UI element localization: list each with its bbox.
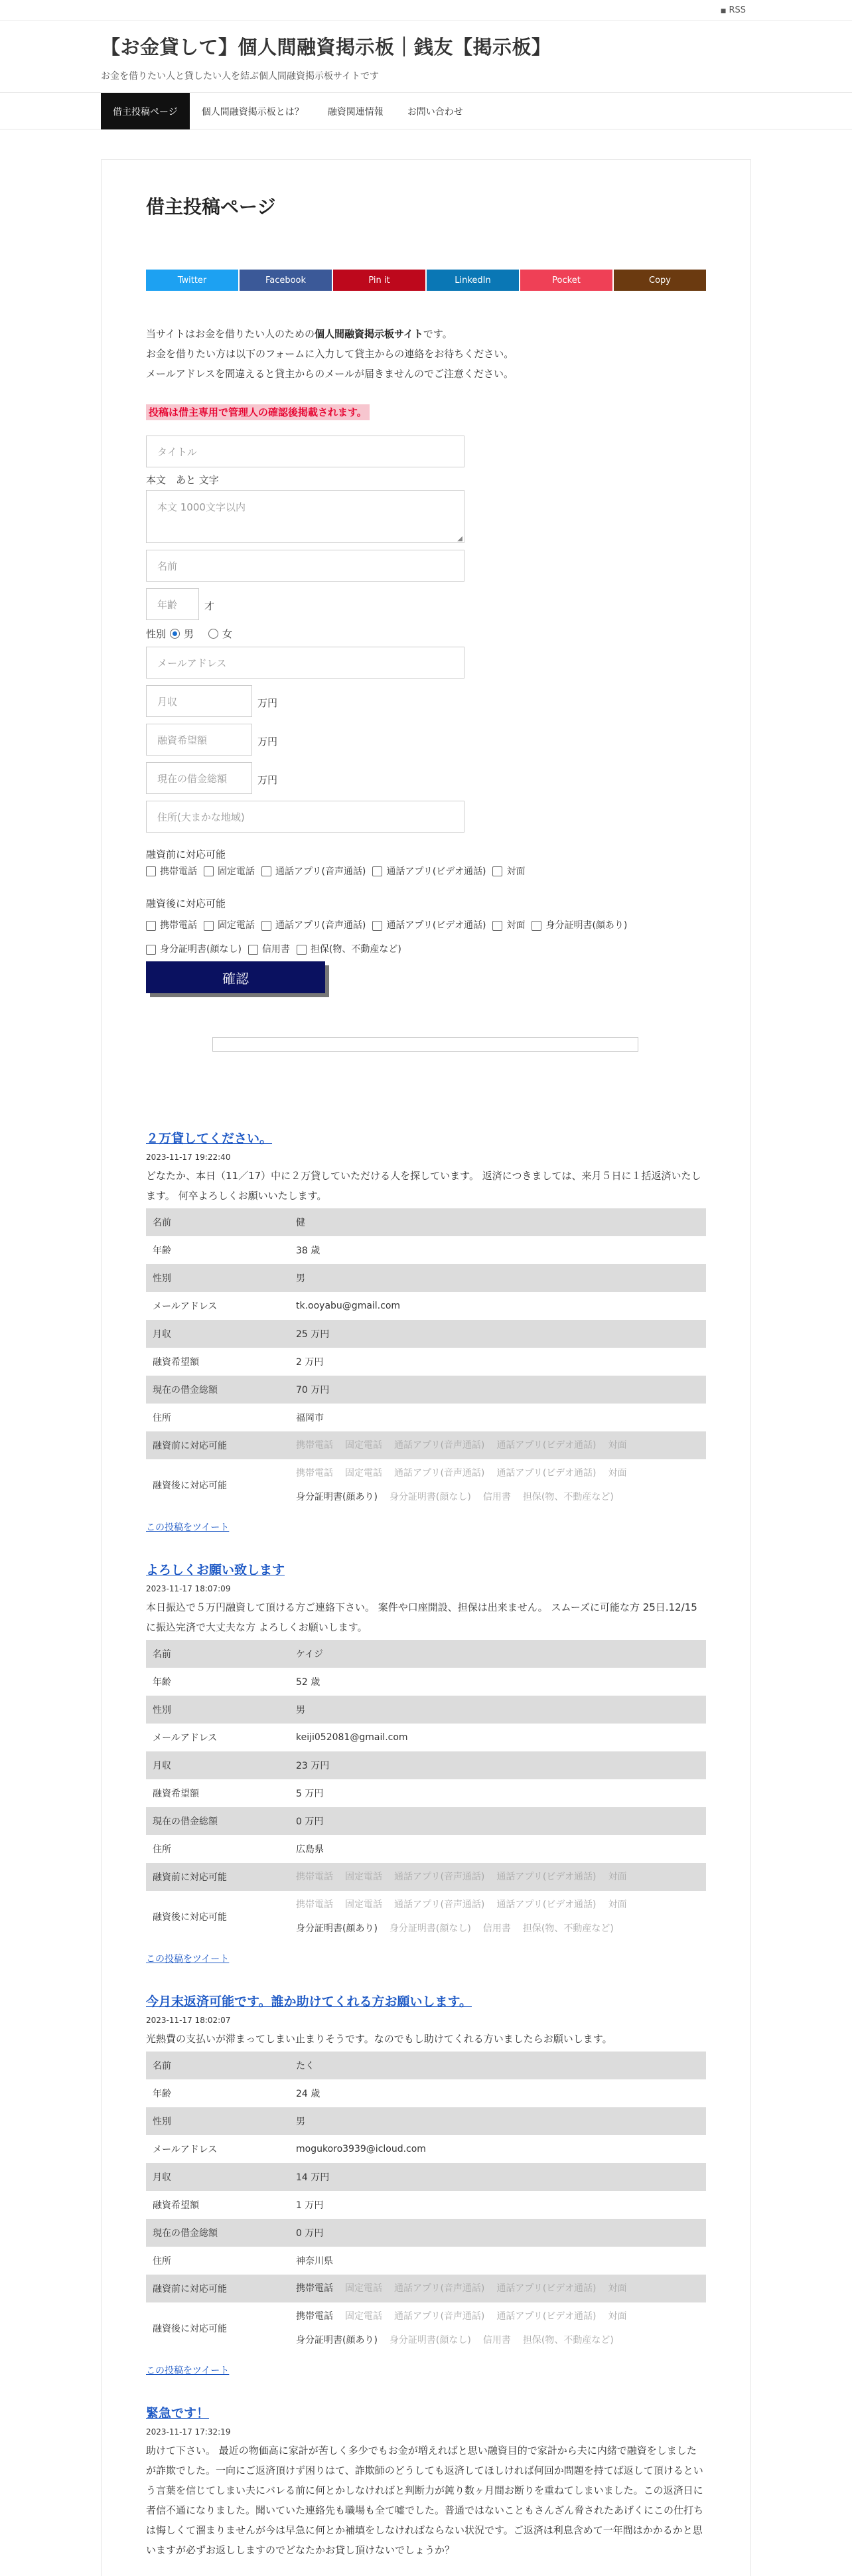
row-label: 性別	[146, 2107, 289, 2135]
table-row	[146, 2302, 706, 2354]
post-date: 2023-11-17 18:02:07	[146, 2016, 231, 2025]
contact-option: 携帯電話	[296, 1872, 333, 1882]
row-value: 70 万円	[289, 1376, 706, 1404]
contact-option: 通話アプリ(ビデオ通話)	[496, 1899, 597, 1910]
checkbox[interactable]	[261, 866, 271, 876]
loan-placeholder: 融資希望額	[157, 734, 208, 746]
contact-option: 信用書	[482, 1923, 511, 1934]
contact-option: 身分証明書(顔あり)	[296, 2335, 378, 2346]
after-option[interactable]	[492, 914, 525, 937]
rss-icon: ■	[720, 8, 727, 15]
contact-option: 通話アプリ(音声通話)	[394, 1440, 485, 1451]
loan-amount-input[interactable]	[146, 724, 252, 756]
table-row	[146, 1431, 706, 1459]
after-option[interactable]	[532, 914, 627, 937]
option-label: 信用書	[261, 944, 290, 955]
nav-item-borrower-post[interactable]: 借主投稿ページ	[101, 93, 190, 129]
banner-image-placeholder[interactable]	[212, 1037, 638, 1052]
row-label: 融資後に対応可能	[146, 1891, 289, 1943]
post-body: どなたか、本日（11／17）中に２万貸していただける人を探しています。 返済につきましては、来月５日に１括返済いたします。 何卒よろしくお願いいたします。	[146, 1170, 701, 1202]
option-label: 固定電話	[218, 920, 255, 931]
contact-option: 信用書	[482, 1492, 511, 1502]
female-label: 女	[222, 628, 233, 640]
contact-option: 携帯電話	[296, 1468, 333, 1479]
nav-item-about[interactable]: 個人間融資掲示板とは？	[201, 106, 304, 118]
after-loan-options	[146, 914, 710, 961]
option-label: 通話アプリ(ビデオ通話)	[386, 866, 486, 877]
row-label: 融資前に対応可能	[146, 1431, 289, 1459]
post-title[interactable]: 今月末返済可能です。誰か助けてくれる方お願いします。	[146, 1994, 472, 2009]
tweet-post-link[interactable]: この投稿をツイート	[146, 1522, 230, 1533]
post-title[interactable]: 緊急です！	[146, 2406, 210, 2421]
before-contact-options	[296, 1431, 699, 1459]
contact-option: 通話アプリ(音声通話)	[394, 2311, 485, 2322]
contact-option: 通話アプリ(ビデオ通話)	[496, 2311, 597, 2322]
address-placeholder: 住所(大まかな地域)	[157, 811, 245, 823]
contact-option: 固定電話	[345, 1872, 382, 1882]
resize-handle-icon[interactable]: ◢	[457, 535, 462, 542]
after-loan-label: 融資後に対応可能	[146, 898, 226, 910]
row-label: 住所	[146, 1835, 289, 1863]
checkbox[interactable]	[492, 921, 502, 931]
after-contact-options-1	[296, 2302, 699, 2330]
row-value: 1 万円	[289, 2191, 706, 2219]
female-radio[interactable]	[208, 629, 218, 639]
row-value: 男	[289, 2107, 706, 2135]
table-row	[146, 2163, 706, 2191]
row-label: メールアドレス	[146, 1724, 289, 1751]
before-option[interactable]	[146, 864, 197, 878]
post-date: 2023-11-17 18:07:09	[146, 1584, 231, 1593]
row-value: 0 万円	[289, 1807, 706, 1835]
facebook-share-button[interactable]: Facebook	[240, 270, 332, 291]
checkbox[interactable]	[372, 866, 382, 876]
checkbox[interactable]	[248, 945, 258, 955]
before-loan-options	[146, 864, 710, 878]
contact-option: 通話アプリ(ビデオ通話)	[496, 2283, 597, 2294]
row-label: 性別	[146, 1696, 289, 1724]
row-value: 52 歳	[289, 1668, 706, 1696]
site-header	[0, 21, 852, 92]
contact-option: 通話アプリ(音声通話)	[394, 1468, 485, 1479]
checkbox[interactable]	[204, 866, 214, 876]
email-input[interactable]	[146, 647, 464, 679]
row-value: tk.ooyabu@gmail.com	[289, 1292, 706, 1320]
post-date: 2023-11-17 17:32:19	[146, 2427, 231, 2437]
row-label: メールアドレス	[146, 1292, 289, 1320]
option-label: 固定電話	[218, 866, 255, 877]
notice	[146, 405, 706, 419]
after-option[interactable]	[146, 914, 197, 937]
row-value: 広島県	[289, 1835, 706, 1863]
contact-option: 固定電話	[345, 2283, 382, 2294]
after-option[interactable]	[261, 914, 366, 937]
share-buttons	[146, 270, 706, 291]
before-option[interactable]	[492, 864, 525, 878]
contact-option: 対面	[608, 1468, 627, 1479]
after-option[interactable]	[146, 937, 242, 961]
table-row	[146, 1779, 706, 1807]
gender-row	[146, 627, 232, 641]
contact-option: 固定電話	[345, 1440, 382, 1451]
contact-option: 対面	[608, 1440, 627, 1451]
income-placeholder: 月収	[157, 695, 178, 708]
contact-option: 担保(物、不動産など)	[522, 1492, 614, 1502]
intro-text	[146, 324, 706, 384]
contact-option: 携帯電話	[296, 2311, 333, 2322]
row-label: 現在の借金総額	[146, 1376, 289, 1404]
row-value: ケイジ	[289, 1640, 706, 1668]
table-row	[146, 1236, 706, 1264]
before-loan-label: 融資前に対応可能	[146, 848, 226, 860]
row-label: メールアドレス	[146, 2135, 289, 2163]
male-radio[interactable]	[170, 629, 180, 639]
debt-placeholder: 現在の借金総額	[157, 772, 228, 785]
row-value: 男	[289, 1696, 706, 1724]
title-input[interactable]	[146, 436, 464, 467]
post-body: 本日振込で５万円融資して頂ける方ご連絡下さい。 案件や口座開設、担保は出来ません。 スムーズに可能な方 25日.12/15に振込完済で大丈夫な方 よろしくお願いします。	[146, 1601, 697, 1633]
contact-option: 身分証明書(顔なし)	[389, 1492, 471, 1502]
option-label: 身分証明書(顔なし)	[160, 944, 242, 955]
debt-input[interactable]	[146, 762, 252, 794]
row-label: 名前	[146, 1640, 289, 1668]
row-value: 14 万円	[289, 2163, 706, 2191]
row-label: 月収	[146, 1751, 289, 1779]
post-details-table	[146, 2052, 706, 2354]
male-label: 男	[184, 628, 194, 640]
row-label: 月収	[146, 1320, 289, 1348]
post-body: 助けて下さい。 最近の物価高に家計が苦しく多少でもお金が増えればと思い融資目的で家計から夫に内緒で融資をしましたが詐欺でした。一向にご返済頂けず困りはて、詐欺師のどうしても返済してほしければ何回か問題を持てば返して頂けるという言葉を信じてしまい夫にバレる前に何とかしなければと判断力が鈍り数ヶ月間お断りを重ねてしまいました。この返済日に者信不通になりました。聞いていた連絡先も職場も全て嘘でした。普通ではないこともさんざん脅されたあげくにこの仕打ちは悔しくて溜まりませんが今は早急に何とか補填をしなければならない状況です。ご返済は利息含めて一年間はかかるかと思いますが必ずお返ししますのでどなたかお貸し頂けないでしょうか？	[146, 2445, 704, 2556]
row-label: 融資希望額	[146, 2191, 289, 2219]
table-row	[146, 2135, 706, 2163]
row-value: 25 万円	[289, 1320, 706, 1348]
table-row	[146, 1292, 706, 1320]
table-row	[146, 1348, 706, 1376]
table-row	[146, 1459, 706, 1511]
contact-option: 固定電話	[345, 2311, 382, 2322]
row-value: 5 万円	[289, 1779, 706, 1807]
checkbox[interactable]	[204, 921, 214, 931]
table-row	[146, 2107, 706, 2135]
table-row	[146, 2191, 706, 2219]
contact-option: 通話アプリ(ビデオ通話)	[496, 1440, 597, 1451]
contact-option: 固定電話	[345, 1899, 382, 1910]
before-option[interactable]	[204, 864, 255, 878]
post-body: 光熱費の支払いが滞まってしまい止まりそうです。なのでもし助けてくれる方いましたらお願いします。	[146, 2033, 612, 2045]
contact-option: 対面	[608, 1899, 627, 1910]
name-input[interactable]	[146, 550, 464, 582]
income-unit: 万円	[257, 697, 278, 709]
table-row	[146, 1208, 706, 1236]
option-label: 携帯電話	[160, 920, 197, 931]
row-label: 融資後に対応可能	[146, 1459, 289, 1511]
row-value: keiji052081@gmail.com	[289, 1724, 706, 1751]
twitter-share-button[interactable]: Twitter	[146, 270, 238, 291]
contact-option: 通話アプリ(音声通話)	[394, 2283, 485, 2294]
top-bar	[0, 0, 852, 21]
tweet-post-link[interactable]: この投稿をツイート	[146, 2366, 230, 2376]
row-label: 月収	[146, 2163, 289, 2191]
table-row	[146, 2079, 706, 2107]
row-value: 健	[289, 1208, 706, 1236]
contact-option: 対面	[608, 2311, 627, 2322]
post-title[interactable]: よろしくお願い致します	[146, 1563, 285, 1577]
address-input[interactable]	[146, 801, 464, 833]
option-label: 担保(物、不動産など)	[310, 944, 401, 955]
contact-option: 通話アプリ(ビデオ通話)	[496, 1468, 597, 1479]
row-value: たく	[289, 2052, 706, 2079]
before-contact-options	[296, 2275, 699, 2302]
post-date: 2023-11-17 19:22:40	[146, 1153, 231, 1162]
nav-item-contact[interactable]: お問い合わせ	[407, 106, 463, 118]
site-description: お金を借りたい人と貸したい人を結ぶ個人間融資掲示板サイトです	[101, 71, 380, 82]
row-label: 現在の借金総額	[146, 2219, 289, 2247]
row-value: 神奈川県	[289, 2247, 706, 2275]
contact-option: 身分証明書(顔なし)	[389, 2335, 471, 2346]
contact-option: 身分証明書(顔あり)	[296, 1492, 378, 1502]
post-title[interactable]: ２万貸してください。	[146, 1131, 273, 1146]
contact-option: 固定電話	[345, 1468, 382, 1479]
email-placeholder: メールアドレス	[157, 657, 227, 669]
contact-option: 対面	[608, 2283, 627, 2294]
confirm-button[interactable]: 確認	[146, 961, 325, 993]
row-value: 福岡市	[289, 1404, 706, 1431]
gender-label: 性別	[146, 628, 167, 640]
contact-option: 通話アプリ(ビデオ通話)	[496, 1872, 597, 1882]
row-label: 年齢	[146, 1236, 289, 1264]
before-option[interactable]	[372, 864, 486, 878]
page-title: 借主投稿ページ	[146, 196, 276, 218]
after-option[interactable]	[372, 914, 486, 937]
age-placeholder: 年齢	[157, 598, 178, 611]
table-row	[146, 2275, 706, 2302]
table-row	[146, 2052, 706, 2079]
row-label: 住所	[146, 2247, 289, 2275]
age-input[interactable]	[146, 588, 199, 620]
table-row	[146, 1696, 706, 1724]
after-contact-options-1	[296, 1891, 699, 1919]
row-label: 名前	[146, 1208, 289, 1236]
contact-option: 通話アプリ(音声通話)	[394, 1872, 485, 1882]
contact-option: 身分証明書(顔なし)	[389, 1923, 471, 1934]
table-row	[146, 1376, 706, 1404]
pocket-share-button[interactable]: Pocket	[520, 270, 612, 291]
title-placeholder: タイトル	[157, 445, 197, 458]
option-label: 対面	[506, 920, 526, 931]
table-row	[146, 1404, 706, 1431]
tweet-post-link[interactable]: この投稿をツイート	[146, 1954, 230, 1965]
row-label: 融資前に対応可能	[146, 2275, 289, 2302]
row-value: 24 歳	[289, 2079, 706, 2107]
before-option[interactable]	[261, 864, 366, 878]
pinterest-share-button[interactable]: Pin it	[333, 270, 425, 291]
table-row	[146, 1891, 706, 1943]
table-row	[146, 1751, 706, 1779]
contact-option: 対面	[608, 1872, 627, 1882]
checkbox[interactable]	[261, 921, 271, 931]
row-value: mogukoro3939@icloud.com	[289, 2135, 706, 2163]
contact-option: 担保(物、不動産など)	[522, 2335, 614, 2346]
contact-option: 携帯電話	[296, 1899, 333, 1910]
checkbox[interactable]	[146, 921, 156, 931]
loan-unit: 万円	[257, 736, 278, 748]
row-label: 融資希望額	[146, 1779, 289, 1807]
contact-option: 携帯電話	[296, 1440, 333, 1451]
row-label: 性別	[146, 1264, 289, 1292]
table-row	[146, 2247, 706, 2275]
post-details-table	[146, 1208, 706, 1511]
body-counter-label: 本文 あと 文字	[146, 474, 219, 486]
row-label: 住所	[146, 1404, 289, 1431]
row-label: 年齢	[146, 1668, 289, 1696]
table-row	[146, 1320, 706, 1348]
after-contact-options-1	[296, 1459, 699, 1487]
notice-text: 投稿は借主専用で管理人の確認後掲載されます。	[146, 404, 370, 420]
intro-line3: メールアドレスを間違えると貸主からのメールが届きませんのでご注意ください。	[146, 368, 514, 380]
option-label: 携帯電話	[160, 866, 197, 877]
name-placeholder: 名前	[157, 560, 178, 572]
contact-option: 通話アプリ(音声通話)	[394, 1899, 485, 1910]
row-label: 年齢	[146, 2079, 289, 2107]
contact-option: 担保(物、不動産など)	[522, 1923, 614, 1934]
table-row	[146, 1863, 706, 1891]
copy-link-button[interactable]: Copy	[614, 270, 706, 291]
option-label: 通話アプリ(音声通話)	[275, 866, 366, 877]
row-label: 名前	[146, 2052, 289, 2079]
option-label: 通話アプリ(ビデオ通話)	[386, 920, 486, 931]
checkbox[interactable]	[297, 945, 307, 955]
after-contact-options-2	[296, 1487, 699, 1511]
linkedin-share-button[interactable]: LinkedIn	[427, 270, 519, 291]
body-textarea[interactable]	[146, 490, 464, 543]
rss-link[interactable]	[721, 5, 746, 15]
rss-label: RSS	[729, 5, 746, 15]
checkbox[interactable]	[146, 945, 156, 955]
site-title[interactable]: 【お金貸して】個人間融資掲示板｜銭友【掲示板】	[101, 36, 551, 58]
after-contact-options-2	[296, 1919, 699, 1943]
table-row	[146, 1835, 706, 1863]
debt-unit: 万円	[257, 774, 278, 786]
table-row	[146, 1640, 706, 1668]
after-option[interactable]	[297, 937, 401, 961]
row-value: 23 万円	[289, 1751, 706, 1779]
after-contact-options-2	[296, 2330, 699, 2354]
intro-line1-pre: 当サイトはお金を借りたい人のための	[146, 328, 315, 340]
option-label: 身分証明書(顔あり)	[545, 920, 628, 931]
body-placeholder: 本文 1000文字以内	[157, 501, 246, 513]
post-details-table	[146, 1640, 706, 1943]
intro-line1-bold: 個人間融資掲示板サイト	[314, 328, 423, 340]
checkbox[interactable]	[532, 921, 541, 931]
table-row	[146, 1807, 706, 1835]
row-label: 融資後に対応可能	[146, 2302, 289, 2354]
before-contact-options	[296, 1863, 699, 1891]
contact-option: 信用書	[482, 2335, 511, 2346]
checkbox[interactable]	[146, 866, 156, 876]
nav-item-loan-info[interactable]: 融資関連情報	[327, 106, 384, 118]
after-option[interactable]	[204, 914, 255, 937]
income-input[interactable]	[146, 685, 252, 717]
row-value: 38 歳	[289, 1236, 706, 1264]
contact-option: 携帯電話	[296, 2283, 333, 2294]
contact-option: 身分証明書(顔あり)	[296, 1923, 378, 1934]
row-value: 2 万円	[289, 1348, 706, 1376]
row-value: 0 万円	[289, 2219, 706, 2247]
age-unit: 才	[204, 600, 215, 612]
row-value: 男	[289, 1264, 706, 1292]
checkbox[interactable]	[492, 866, 502, 876]
table-row	[146, 1264, 706, 1292]
option-label: 対面	[506, 866, 526, 877]
row-label: 融資前に対応可能	[146, 1863, 289, 1891]
table-row	[146, 2219, 706, 2247]
table-row	[146, 1668, 706, 1696]
checkbox[interactable]	[372, 921, 382, 931]
after-option[interactable]	[248, 937, 290, 961]
table-row	[146, 1724, 706, 1751]
row-label: 現在の借金総額	[146, 1807, 289, 1835]
option-label: 通話アプリ(音声通話)	[275, 920, 366, 931]
row-label: 融資希望額	[146, 1348, 289, 1376]
main-nav	[0, 92, 852, 129]
intro-line1-post: です。	[423, 328, 453, 340]
intro-line2: お金を借りたい方は以下のフォームに入力して貸主からの連絡をお待ちください。	[146, 348, 514, 360]
